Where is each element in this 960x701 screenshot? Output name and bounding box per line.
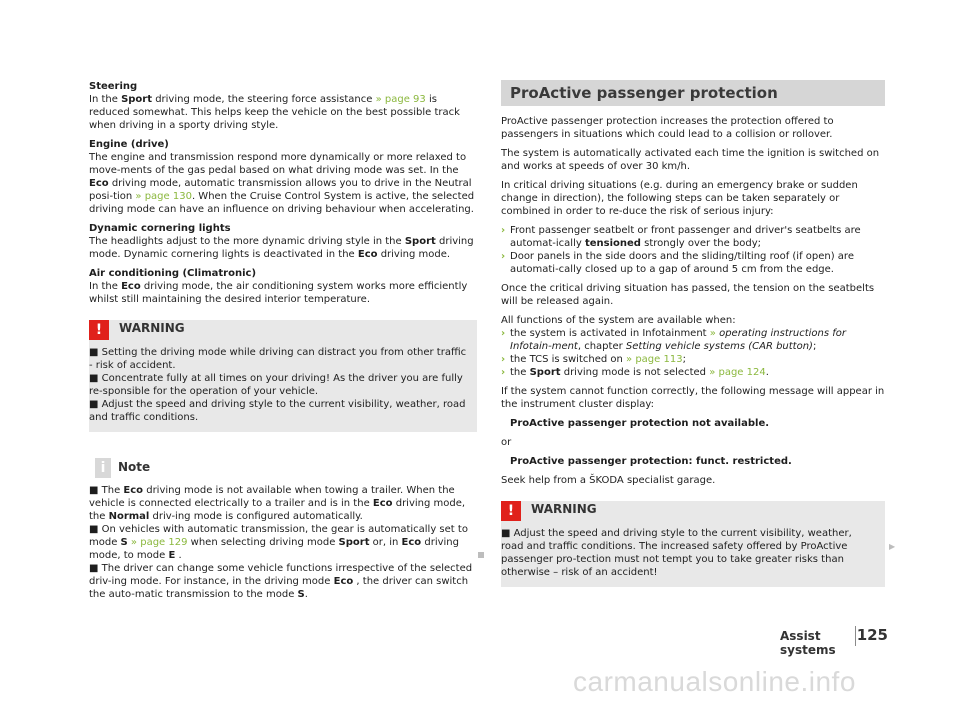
text: driving mode is not selected xyxy=(560,367,710,378)
bold-text: tensioned xyxy=(584,238,641,249)
paragraph: or xyxy=(501,437,512,448)
text: strongly over the body; xyxy=(640,238,762,249)
engine-heading: Engine (drive) xyxy=(89,139,169,150)
text: , chapter xyxy=(577,341,626,352)
note-header xyxy=(89,458,477,478)
page-footer xyxy=(780,626,890,657)
text: driving mode. xyxy=(377,249,451,260)
note-item xyxy=(89,523,477,562)
bold-text: Sport xyxy=(338,537,370,548)
text: driving mode, the steering force assistance xyxy=(152,94,376,105)
bold-text: Sport xyxy=(121,94,153,105)
left-column xyxy=(89,80,477,601)
list-item xyxy=(501,353,885,366)
section-title: ProActive passenger protection xyxy=(501,80,885,106)
paragraph: In critical driving situations (e.g. during an emergency brake or sudden change in direction), the following steps can be taken separately or combined in order to re-duce the risk of serious injury: xyxy=(501,180,858,217)
warning-item: ■ Setting the driving mode while driving can distract you from other traffic - risk of accident. xyxy=(89,347,467,371)
text: driving mode, to mode xyxy=(89,537,459,561)
warning-box xyxy=(501,501,885,587)
aircon-heading: Air conditioning (Climatronic) xyxy=(89,268,257,279)
warning-icon: ! xyxy=(501,501,521,521)
text: Door panels in the side doors and the sliding/tilting roof (if open) are automati-cally closed up to a gap of around 5 cm from the edge. xyxy=(510,251,854,275)
text: . xyxy=(765,367,769,378)
text: the system is activated in Infotainment xyxy=(510,328,710,339)
arrow-bullet-icon: › xyxy=(501,251,506,262)
bold-text: Eco xyxy=(89,178,109,189)
list-item xyxy=(501,366,885,379)
list-item xyxy=(501,224,885,250)
steering-section xyxy=(89,80,477,132)
note-body xyxy=(89,478,477,601)
italic-text: operating instructions for Infotain-ment xyxy=(510,328,846,352)
bold-text: Sport xyxy=(404,236,436,247)
text: driving mode, automatic transmission allows you to drive in the Neutral posi-tion xyxy=(89,178,472,202)
text: . xyxy=(175,550,182,561)
text: the TCS is switched on xyxy=(510,354,627,365)
warning-item: ■ Concentrate fully at all times on your driving! As the driver you are fully re-sponsible for the operation of your vehicle. xyxy=(89,373,463,397)
paragraph: ProActive passenger protection increases the protection offered to passengers in situations which could lead to a collision or rollover. xyxy=(501,116,834,140)
warning-title: WARNING xyxy=(119,321,185,335)
bold-text: Eco xyxy=(357,249,378,260)
arrow-bullet-icon: › xyxy=(501,354,506,365)
chapter-label: Assist systems xyxy=(780,629,836,657)
cornering-section xyxy=(89,222,477,261)
text: In the xyxy=(89,94,122,105)
section-end-marker xyxy=(478,552,484,558)
warning-item: ■ Adjust the speed and driving style to the current visibility, weather, road and traffic conditions. The increased safety offered by ProActive passenger pro-tection must not tempt you to take greater risks than otherwise – risk of an accident! xyxy=(501,528,852,578)
watermark: carmanualsonline.info xyxy=(573,666,856,697)
text: ; xyxy=(812,341,817,352)
warning-body xyxy=(89,340,477,432)
paragraph: The system is automatically activated each time the ignition is switched on and works at speeds of over 30 km/h. xyxy=(501,148,880,172)
bold-text: S xyxy=(297,589,305,600)
bold-text: Eco xyxy=(333,576,354,587)
bold-text: Eco xyxy=(401,537,422,548)
text: when selecting driving mode xyxy=(187,537,339,548)
text: ; xyxy=(682,354,686,365)
italic-text: Setting vehicle systems (CAR button) xyxy=(625,341,813,352)
text: driving mode, the air conditioning system works more efficiently whilst still maintaining the desired interior temperature. xyxy=(89,281,468,305)
page-link[interactable]: » page 93 xyxy=(375,94,426,105)
cornering-heading: Dynamic cornering lights xyxy=(89,223,231,234)
steps-list xyxy=(501,224,885,276)
note-box xyxy=(89,458,477,601)
conditions-list xyxy=(501,327,885,379)
continued-arrow-icon: ▶ xyxy=(889,542,896,551)
warning-title: WARNING xyxy=(531,502,597,516)
paragraph: All functions of the system are available when: xyxy=(501,315,736,326)
bold-text: Eco xyxy=(372,498,393,509)
paragraph: Seek help from a ŠKODA specialist garage. xyxy=(501,475,716,486)
aircon-section xyxy=(89,267,477,306)
right-column xyxy=(501,80,885,587)
warning-header xyxy=(501,501,885,521)
text: driv-ing mode is configured automatically. xyxy=(149,511,363,522)
text: ■ On vehicles with automatic transmission, the gear is automatically set to mode xyxy=(89,524,468,548)
page-link[interactable]: » page 113 xyxy=(626,354,683,365)
text: driving mode. Dynamic cornering lights is deactivated in the xyxy=(89,236,474,260)
text: ■ The driver can change some vehicle functions irrespective of the selected driv-ing mode. For instance, in the driving mode xyxy=(89,563,473,587)
text: The headlights adjust to the more dynamic driving style in the xyxy=(89,236,405,247)
paragraph: Once the critical driving situation has passed, the tension on the seatbelts will be released again. xyxy=(501,283,875,307)
warning-header xyxy=(89,320,477,340)
bold-text: Eco xyxy=(123,485,144,496)
note-item xyxy=(89,562,477,601)
text: The engine and transmission respond more dynamically or more relaxed to move-ments of the gas pedal based on what driving mode was set. In the xyxy=(89,152,467,176)
text: driving mode, the xyxy=(89,498,466,522)
list-item xyxy=(501,327,885,353)
bold-text: Normal xyxy=(108,511,150,522)
bold-text: Sport xyxy=(529,367,561,378)
text: Front passenger seatbelt or front passenger and driver's seatbelts are automat-ically xyxy=(510,225,861,249)
text: driving mode is not available when towing a trailer. When the vehicle is connected electrically to a trailer and is in the xyxy=(89,485,455,509)
page-number: 125 xyxy=(856,626,888,644)
bold-text: E xyxy=(168,550,176,561)
engine-section xyxy=(89,138,477,216)
page-link[interactable]: » xyxy=(709,328,720,339)
steering-heading: Steering xyxy=(89,81,138,92)
text: , the driver can switch the auto-matic transmission to the mode xyxy=(89,576,469,600)
text: is reduced somewhat. This helps keep the vehicle on the best possible track when driving in a sporty driving style. xyxy=(89,94,460,131)
page-link[interactable]: » page 130 xyxy=(135,191,192,202)
text: . xyxy=(304,589,308,600)
warning-box xyxy=(89,320,477,432)
list-item xyxy=(501,250,885,276)
page-link[interactable]: » page 124 xyxy=(709,367,766,378)
warning-body xyxy=(501,521,885,587)
arrow-bullet-icon: › xyxy=(501,328,506,339)
bold-text: S xyxy=(120,537,128,548)
arrow-bullet-icon: › xyxy=(501,367,506,378)
text: or, in xyxy=(369,537,402,548)
text: the xyxy=(510,367,530,378)
display-message: ProActive passenger protection not available. xyxy=(510,418,770,429)
bold-text: Eco xyxy=(121,281,141,292)
text: ■ The xyxy=(89,485,124,496)
warning-icon: ! xyxy=(89,320,109,340)
text: In the xyxy=(89,281,122,292)
info-icon: i xyxy=(95,458,111,478)
text: . When the Cruise Control System is active, the selected driving mode can have an influence on driving behaviour when accelerating. xyxy=(89,191,475,215)
display-message: ProActive passenger protection: funct. restricted. xyxy=(510,456,792,467)
paragraph: If the system cannot function correctly, the following message will appear in the instrument cluster display: xyxy=(501,386,885,410)
page-link[interactable]: » page 129 xyxy=(127,537,188,548)
warning-item: ■ Adjust the speed and driving style to the current visibility, weather, road and traffic conditions. xyxy=(89,399,466,423)
note-title: Note xyxy=(118,460,151,474)
arrow-bullet-icon: › xyxy=(501,225,506,236)
note-item xyxy=(89,484,477,523)
